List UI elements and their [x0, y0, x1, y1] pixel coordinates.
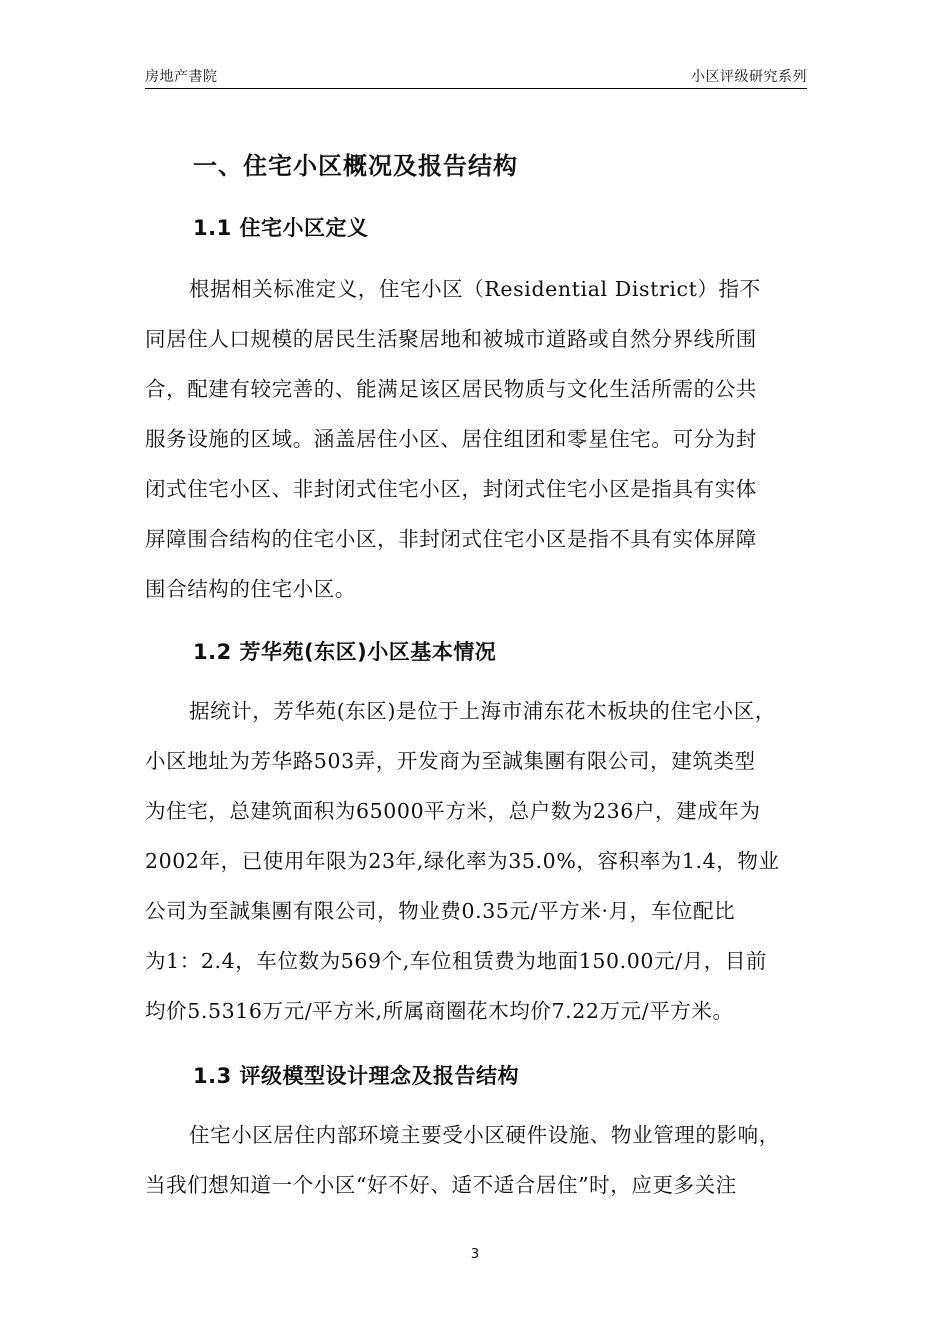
text-line: 均价5.5316万元/平方米,所属商圈花木均价7.22万元/平方米。 — [145, 999, 734, 1023]
text-line: 服务设施的区域。涵盖居住小区、居住组团和零星住宅。可分为封 — [145, 427, 757, 451]
chapter-title: 一、住宅小区概况及报告结构 — [193, 152, 518, 180]
text-line: 根据相关标准定义，住宅小区（Residential District）指不 — [189, 277, 761, 301]
text-line: 围合结构的住宅小区。 — [145, 577, 356, 601]
text-line: 当我们想知道一个小区“好不好、适不适合居住”时，应更多关注 — [145, 1173, 737, 1197]
section-1-3-paragraph — [145, 1110, 810, 1210]
section-1-2-paragraph — [145, 686, 810, 1036]
text-line: 住宅小区居住内部环境主要受小区硬件设施、物业管理的影响， — [189, 1123, 780, 1147]
section-heading-1-1: 1.1 住宅小区定义 — [193, 216, 369, 240]
header-publisher: 房地产書院 — [145, 69, 218, 85]
text-line: 公司为至誠集團有限公司，物业费0.35元/平方米·月，车位配比 — [145, 899, 736, 923]
text-line: 为住宅，总建筑面积为65000平方米，总户数为236户，建成年为 — [145, 799, 761, 823]
text-line: 为1：2.4，车位数为569个,车位租赁费为地面150.00元/月，目前 — [145, 949, 768, 973]
text-line: 闭式住宅小区、非封闭式住宅小区，封闭式住宅小区是指具有实体 — [145, 477, 757, 501]
text-line: 小区地址为芳华路503弄，开发商为至誠集團有限公司，建筑类型 — [145, 749, 756, 773]
text-line: 同居住人口规模的居民生活聚居地和被城市道路或自然分界线所围 — [145, 327, 757, 351]
section-heading-1-3: 1.3 评级模型设计理念及报告结构 — [193, 1064, 520, 1088]
section-heading-1-2: 1.2 芳华苑(东区)小区基本情况 — [193, 640, 497, 664]
text-line: 屏障围合结构的住宅小区，非封闭式住宅小区是指不具有实体屏障 — [145, 527, 757, 551]
page-number: 3 — [470, 1247, 480, 1262]
section-1-1-paragraph — [145, 264, 810, 614]
text-line: 合，配建有较完善的、能满足该区居民物质与文化生活所需的公共 — [145, 377, 757, 401]
page-header — [145, 62, 807, 89]
text-line: 据统计，芳华苑(东区)是位于上海市浦东花木板块的住宅小区， — [189, 699, 776, 723]
text-line: 2002年，已使用年限为23年,绿化率为35.0%，容积率为1.4，物业 — [145, 849, 780, 873]
header-series-title: 小区评级研究系列 — [691, 69, 807, 85]
